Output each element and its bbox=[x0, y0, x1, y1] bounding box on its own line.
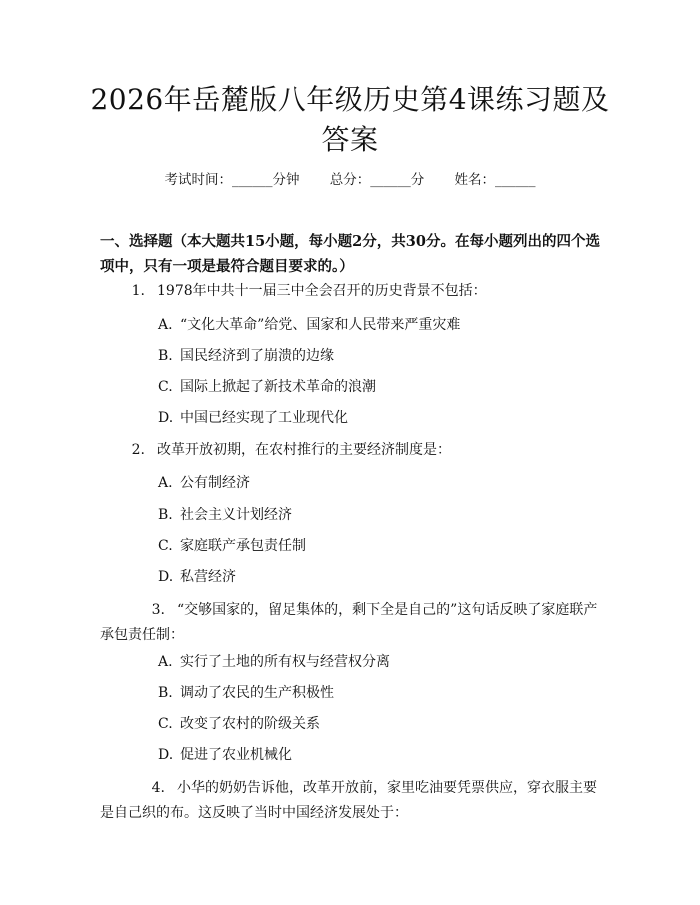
option-text: 公有制经济 bbox=[180, 475, 250, 491]
question-number: 2. bbox=[131, 442, 145, 458]
total-score-field: 总分：______分 bbox=[329, 172, 425, 188]
option-text: 国民经济到了崩溃的边缘 bbox=[180, 348, 334, 364]
option-letter: D. bbox=[158, 747, 174, 763]
question-4 bbox=[100, 776, 605, 826]
option-3a bbox=[158, 652, 390, 672]
option-3c bbox=[158, 714, 320, 734]
option-1c bbox=[158, 377, 376, 397]
option-letter: A. bbox=[158, 317, 173, 333]
option-letter: C. bbox=[158, 716, 173, 732]
option-text: 促进了农业机械化 bbox=[180, 747, 292, 763]
question-number: 3. bbox=[151, 602, 165, 618]
option-text: 实行了土地的所有权与经营权分离 bbox=[180, 654, 390, 670]
exam-time-field: 考试时间：______分钟 bbox=[164, 172, 300, 188]
option-1a bbox=[158, 315, 460, 335]
option-1b bbox=[158, 346, 334, 366]
question-text: “交够国家的，留足集体的，剩下全是自己的”这句话反映了家庭联产承包责任制： bbox=[100, 602, 598, 643]
question-text: 改革开放初期，在农村推行的主要经济制度是： bbox=[157, 442, 451, 458]
option-2b bbox=[158, 505, 292, 525]
option-letter: B. bbox=[158, 348, 173, 364]
option-text: 私营经济 bbox=[180, 569, 236, 585]
question-number: 1. bbox=[131, 283, 145, 299]
option-text: “文化大革命”给党、国家和人民带来严重灾难 bbox=[180, 317, 461, 333]
option-letter: A. bbox=[158, 475, 173, 491]
question-number: 4. bbox=[151, 780, 165, 796]
option-text: 调动了农民的生产积极性 bbox=[180, 685, 334, 701]
option-2d bbox=[158, 567, 236, 587]
option-text: 国际上掀起了新技术革命的浪潮 bbox=[180, 379, 376, 395]
option-letter: C. bbox=[158, 538, 173, 554]
option-letter: D. bbox=[158, 569, 174, 585]
question-1 bbox=[100, 279, 605, 304]
option-3b bbox=[158, 683, 334, 703]
option-2a bbox=[158, 473, 250, 493]
option-1d bbox=[158, 408, 348, 428]
exam-meta bbox=[0, 168, 700, 188]
question-text: 1978年中共十一届三中全会召开的历史背景不包括： bbox=[157, 283, 487, 299]
option-letter: C. bbox=[158, 379, 173, 395]
option-2c bbox=[158, 536, 306, 556]
question-3 bbox=[100, 598, 605, 648]
question-2 bbox=[100, 438, 605, 463]
option-letter: D. bbox=[158, 410, 174, 426]
option-letter: B. bbox=[158, 685, 173, 701]
option-text: 家庭联产承包责任制 bbox=[180, 538, 306, 554]
question-text: 小华的奶奶告诉他，改革开放前，家里吃油要凭票供应，穿衣服主要是自己织的布。这反映了当时中国经济发展处于： bbox=[100, 780, 597, 821]
option-text: 改变了农村的阶级关系 bbox=[180, 716, 320, 732]
section-header: 一、选择题（本大题共15小题，每小题2分，共30分。在每小题列出的四个选项中，只有一项是最符合题目要求的。） bbox=[100, 233, 600, 275]
option-3d bbox=[158, 745, 292, 765]
option-letter: B. bbox=[158, 507, 173, 523]
name-field: 姓名：______ bbox=[454, 172, 536, 188]
option-text: 社会主义计划经济 bbox=[180, 507, 292, 523]
option-letter: A. bbox=[158, 654, 173, 670]
page-title: 2026年岳麓版八年级历史第4课练习题及答案 bbox=[90, 83, 610, 156]
option-text: 中国已经实现了工业现代化 bbox=[180, 410, 348, 426]
